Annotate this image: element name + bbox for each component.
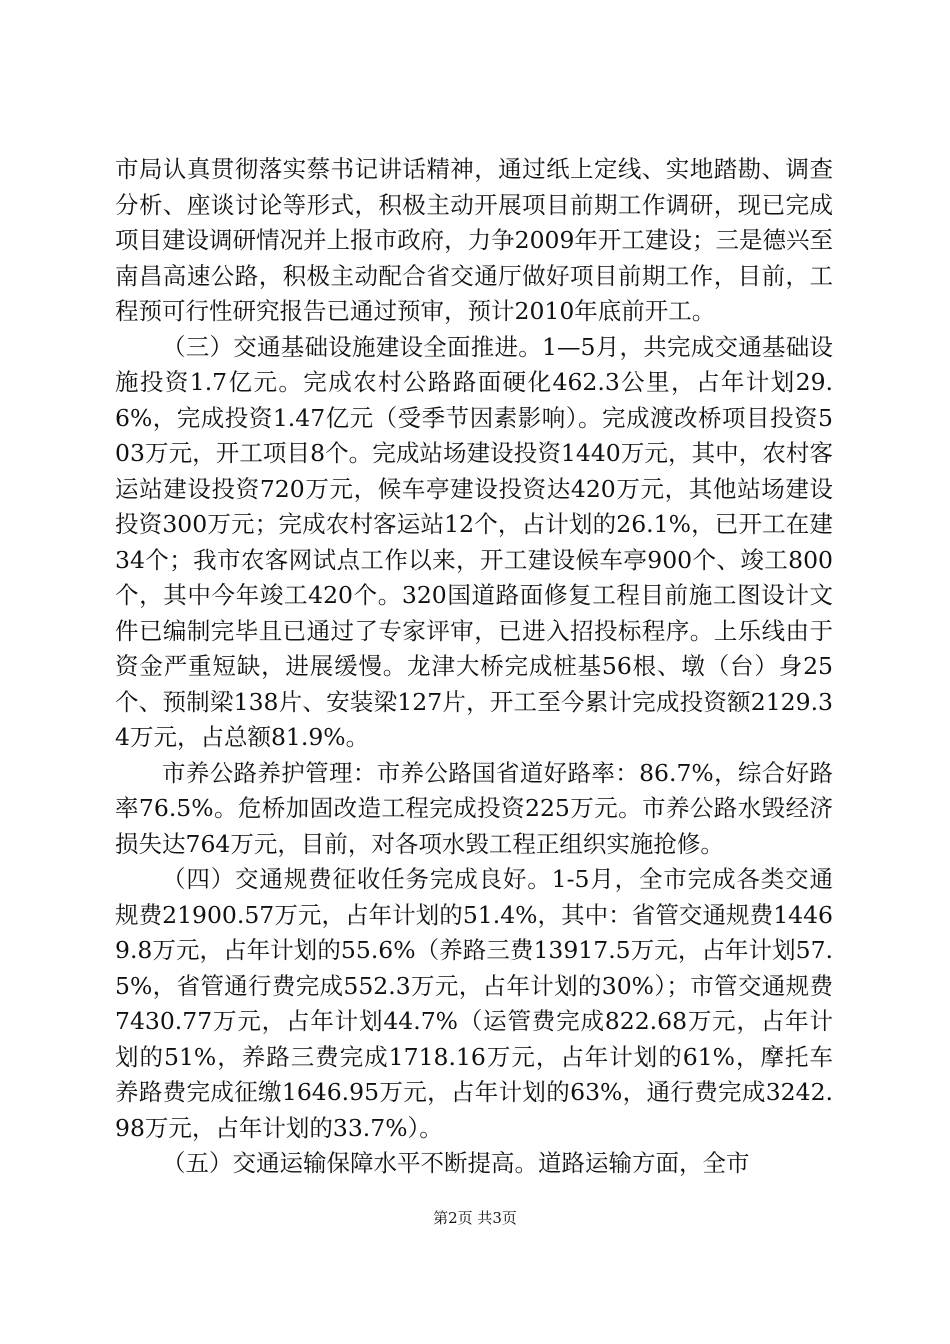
page-footer: 第2页 共3页 [433,1209,517,1227]
paragraph-infrastructure: （三）交通基础设施建设全面推进。1—5月，共完成交通基础设施投资1.7亿元。完成农村公路路面硬化462.3公里，占年计划29.6%，完成投资1.47亿元（受季节因素影响）。完成渡改桥项目投资503万元，开工项目8个。完成站场建设投资1440万元，其中，农村客运站建设投资720万元，候车亭建设投资达420万元，其他站场建设投资300万元；完成农村客运站12个，占计划的26.1%，已开工在建34个；我市农客网试点工作以来，开工建设候车亭900个、竣工800个，其中今年竣工420个。320国道路面修复工程目前施工图设计文件已编制完毕且已通过了专家评审，已进入招投标程序。上乐线由于资金严重短缺，进展缓慢。龙津大桥完成桩基56根、墩（台）身25个、预制梁138片、安装梁127片，开工至今累计完成投资额2129.34万元，占总额81.9%。 [115,332,833,751]
paragraph-transport-support: （五）交通运输保障水平不断提高。道路运输方面，全市 [162,1149,750,1177]
paragraph-fee-collection: （四）交通规费征收任务完成良好。1-5月，全市完成各类交通规费21900.57万元，占年计划的51.4%，其中：省管交通规费14469.8万元，占年计划的55.6%（养路三费13917.5万元，占年计划57.5%，省管通行费完成552.3万元，占年计划的30%）；市管交通规费7430.77万元，占年计划44.7%（运管费完成822.68万元，占年计划的51%，养路三费完成1718.16万元，占年计划的61%，摩托车养路费完成征缴1646.95万元，占年计划的63%，通行费完成3242.98万元，占年计划的33.7%）。 [115,865,833,1142]
paragraph-road-maintenance: 市养公路养护管理：市养公路国省道好路率：86.7%，综合好路率76.5%。危桥加固改造工程完成投资225万元。市养公路水毁经济损失达764万元，目前，对各项水毁工程正组织实施抢修。 [115,758,833,858]
document-body [115,152,833,1182]
paragraph-continuation: 市局认真贯彻落实蔡书记讲话精神，通过纸上定线、实地踏勘、调查分析、座谈讨论等形式，积极主动开展项目前期工作调研，现已完成项目建设调研情况并上报市政府，力争2009年开工建设；三是德兴至南昌高速公路，积极主动配合省交通厅做好项目前期工作，目前，工程预可行性研究报告已通过预审，预计2010年底前开工。 [115,155,833,325]
